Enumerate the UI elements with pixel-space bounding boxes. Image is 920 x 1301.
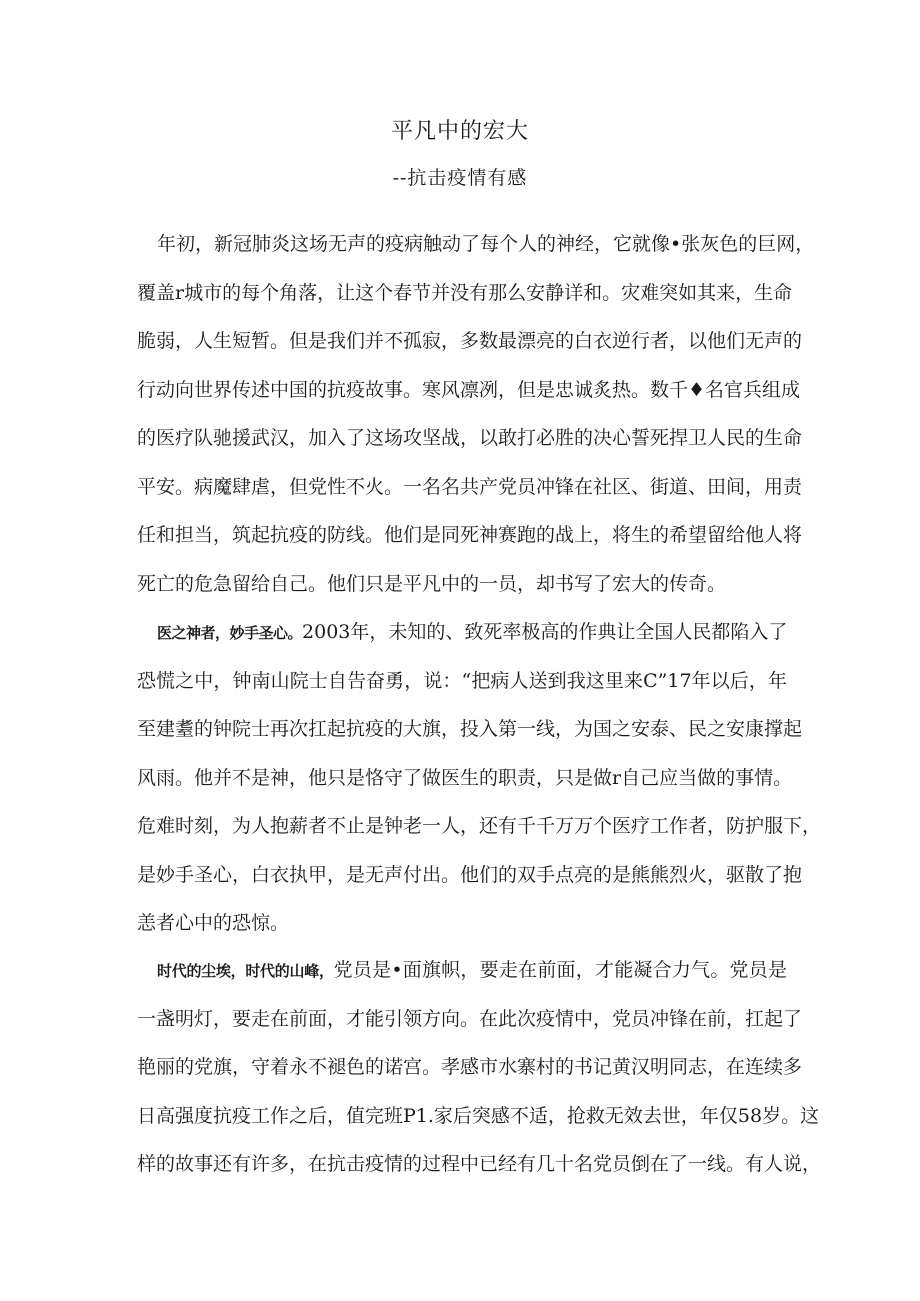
paragraph-2 bbox=[137, 608, 822, 948]
paragraph-line: 危难时刻，为人抱薪者不止是钟老一人，还有千千万万个医疗工作者，防护服下， bbox=[137, 815, 822, 837]
paragraph-first-line bbox=[137, 608, 787, 657]
paragraph-line: 任和担当，筑起抗疫的防线。他们是同死神赛跑的战上，将生的希望留给他人将 bbox=[137, 524, 803, 546]
paragraph-line: 行动向世界传述中国的抗疫故事。寒风凛冽，但是忠诚炙热。数千♦名官兵组成 bbox=[137, 378, 801, 401]
paragraph-line-text: 2003年，未知的、致死率极高的作典让全国人民都陷入了 bbox=[302, 621, 788, 643]
paragraph-line: 风雨。他并不是神，他只是恪守了做医生的职责，只是做r自己应当做的事情。 bbox=[137, 766, 793, 789]
paragraph-line-text: 党员是•面旗帜，要走在前面，才能凝合力气。党员是 bbox=[333, 959, 787, 981]
paragraph-line: 一盏明灯，要走在前面，才能引领方向。在此次疫情中，党员冲锋在前，扛起了 bbox=[137, 1007, 803, 1030]
paragraph-line: 艳丽的党旗，守着永不褪色的诺宫。孝感市水寨村的书记黄汉明同志，在连续多 bbox=[137, 1056, 803, 1078]
paragraph-line: 样的故事还有许多，在抗击疫情的过程中已经有几十名党员倒在了一线。有人说， bbox=[137, 1153, 822, 1175]
paragraph-3 bbox=[137, 946, 822, 1189]
paragraph-line: 平安。病魔肆虐，但党性不火。一名名共产党员冲锋在社区、街道、田间，用责 bbox=[137, 475, 803, 498]
document-title: 平凡中的宏大 bbox=[390, 119, 529, 144]
paragraph-first-line bbox=[137, 946, 787, 995]
paragraph-line: 是妙手圣心，白衣执甲，是无声付出。他们的双手点亮的是熊熊烈火，驱散了抱 bbox=[137, 863, 803, 886]
paragraph-lead: 医之神者，妙手圣心。 bbox=[157, 624, 303, 642]
paragraph-1 bbox=[137, 220, 815, 608]
paragraph-line: 死亡的危急留给自己。他们只是平凡中的一员，却书写了宏大的传奇。 bbox=[137, 572, 727, 595]
paragraph-line: 脆弱，人生短暂。但是我们并不孤寂，多数最漂亮的白衣逆行者，以他们无声的 bbox=[137, 330, 803, 352]
paragraph-line: 至建耋的钟院士再次扛起抗疫的大旗，投入第一线，为国之安泰、民之安康撑起 bbox=[137, 718, 803, 740]
paragraph-line: 恐慌之中，钟南山院士自告奋勇，说：“把病人送到我这里来C”17年以后，年 bbox=[137, 669, 787, 692]
paragraph-line: 日高强度抗疫工作之后，值完班P1.家后突感不适，抢救无效去世，年仅58岁。这 bbox=[137, 1104, 820, 1127]
paragraph-line: 恙者心中的恐惊。 bbox=[137, 912, 290, 934]
paragraph-line: 覆盖r城市的每个角落，让这个春节并没有那么安静详和。灾难突如其来，生命 bbox=[137, 281, 793, 304]
paragraph-lead: 时代的尘埃，时代的山峰， bbox=[157, 962, 334, 980]
paragraph-line: 年初，新冠肺炎这场无声的疫病触动了每个人的神经，它就像•张灰色的巨网， bbox=[157, 233, 815, 255]
paragraph-line: 的医疗队驰援武汉，加入了这场攻坚战，以敢打必胜的决心誓死捍卫人民的生命 bbox=[137, 427, 803, 449]
document-subtitle: --抗击疫情有感 bbox=[392, 167, 528, 189]
